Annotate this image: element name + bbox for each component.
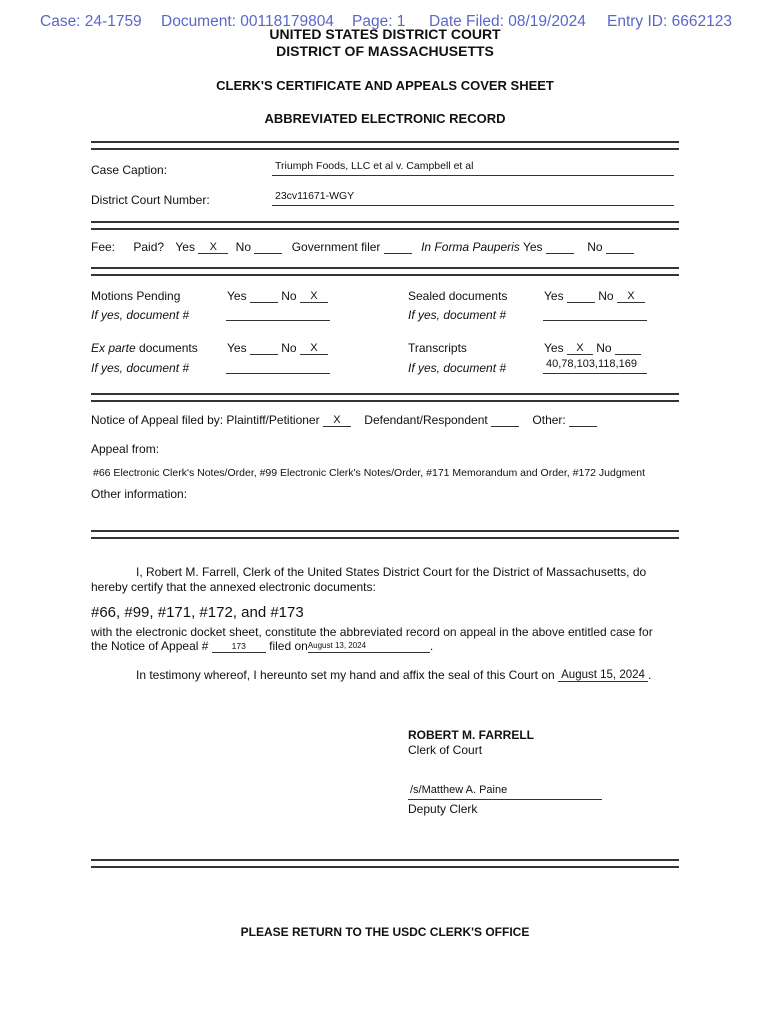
transcripts-label: Transcripts bbox=[408, 341, 467, 355]
exparte-label-rest: documents bbox=[135, 341, 198, 355]
motions-yes-no bbox=[227, 289, 328, 303]
district-number-value: 23cv11671-WGY bbox=[275, 190, 355, 202]
clerk-title: Clerk of Court bbox=[408, 743, 483, 757]
transcripts-doc-value: 40,78,103,118,169 bbox=[546, 358, 637, 370]
motions-yes-field[interactable] bbox=[250, 302, 278, 303]
stamp-entry-id: Entry ID: 6662123 bbox=[607, 13, 732, 30]
certify-para2: hereby certify that the annexed electronic documents: bbox=[91, 580, 376, 594]
sealed-yes-no bbox=[544, 289, 645, 303]
deputy-signature-line bbox=[408, 799, 602, 800]
notice-row bbox=[91, 413, 597, 427]
district-number-label: District Court Number: bbox=[91, 193, 210, 207]
deputy-title: Deputy Clerk bbox=[408, 802, 478, 816]
district-name: DISTRICT OF MASSACHUSETTS bbox=[276, 43, 494, 59]
form-subtitle: ABBREVIATED ELECTRONIC RECORD bbox=[264, 111, 506, 126]
other-information-label: Other information: bbox=[91, 487, 188, 501]
court-name: UNITED STATES DISTRICT COURT bbox=[269, 26, 501, 42]
case-caption-value: Triumph Foods, LLC et al v. Campbell et al bbox=[275, 160, 474, 172]
exparte-doc-field[interactable] bbox=[226, 373, 330, 374]
deputy-signature: /s/Matthew A. Paine bbox=[410, 784, 508, 796]
stamp-date-filed: Date Filed: 08/19/2024 bbox=[429, 13, 586, 30]
sealed-yes-field[interactable] bbox=[567, 302, 595, 303]
fee-yes-label: Yes bbox=[175, 240, 195, 254]
exparte-label-italic: Ex parte bbox=[91, 341, 136, 355]
motions-yes-label: Yes bbox=[227, 289, 247, 303]
certify-para1: I, Robert M. Farrell, Clerk of the United States District Court for the District of Massachusetts, do bbox=[136, 565, 647, 579]
motions-no-field[interactable]: X bbox=[300, 290, 328, 303]
sealed-no-field[interactable]: X bbox=[617, 290, 645, 303]
appeal-from-label: Appeal from: bbox=[91, 442, 160, 456]
fee-paid-label: Paid? bbox=[133, 240, 165, 254]
notice-number-label: the Notice of Appeal # bbox=[91, 639, 209, 653]
period: . bbox=[648, 668, 652, 682]
return-notice: PLEASE RETURN TO THE USDC CLERK'S OFFICE bbox=[240, 925, 530, 939]
testimony-text: In testimony whereof, I hereunto set my hand and affix the seal of this Court on bbox=[136, 668, 555, 682]
ifp-yes-field[interactable] bbox=[546, 253, 574, 254]
exparte-no-label: No bbox=[281, 341, 297, 355]
divider bbox=[91, 267, 679, 276]
district-number-line bbox=[272, 205, 674, 206]
clerk-name: ROBERT M. FARRELL bbox=[408, 728, 534, 742]
stamp-page: Page: 1 bbox=[352, 13, 406, 30]
transcripts-no-label: No bbox=[596, 341, 612, 355]
filed-on-label: filed on bbox=[269, 639, 308, 653]
fee-no-label: No bbox=[235, 240, 252, 254]
motions-doc-field[interactable] bbox=[226, 320, 330, 321]
certify-line2 bbox=[91, 639, 433, 653]
divider bbox=[91, 530, 679, 539]
plaintiff-field[interactable]: X bbox=[323, 414, 351, 427]
exparte-yes-field[interactable] bbox=[250, 354, 278, 355]
exparte-ifyes-label: If yes, document # bbox=[91, 361, 190, 375]
other-field[interactable] bbox=[569, 426, 597, 427]
motions-no-label: No bbox=[281, 289, 297, 303]
motions-ifyes-label: If yes, document # bbox=[91, 308, 190, 322]
ifp-no-label: No bbox=[587, 240, 603, 254]
divider bbox=[91, 221, 679, 230]
case-caption-label: Case Caption: bbox=[91, 163, 168, 177]
form-title: CLERK'S CERTIFICATE AND APPEALS COVER SHEET bbox=[216, 78, 554, 93]
transcripts-doc-field[interactable] bbox=[543, 373, 647, 374]
divider bbox=[91, 141, 679, 150]
divider bbox=[91, 393, 679, 402]
sealed-ifyes-label: If yes, document # bbox=[408, 308, 507, 322]
transcripts-no-field[interactable] bbox=[615, 354, 641, 355]
notice-label: Notice of Appeal filed by: Plaintiff/Petitioner bbox=[91, 413, 320, 427]
fee-row bbox=[91, 240, 634, 254]
transcripts-ifyes-label: If yes, document # bbox=[408, 361, 507, 375]
motions-label: Motions Pending bbox=[91, 289, 181, 303]
exparte-no-field[interactable]: X bbox=[300, 342, 328, 355]
fee-label: Fee: bbox=[91, 240, 116, 254]
exparte-label bbox=[91, 341, 198, 355]
ifp-no-field[interactable] bbox=[606, 253, 634, 254]
stamp-document: Document: 00118179804 bbox=[161, 13, 334, 30]
gov-filer-field[interactable] bbox=[384, 253, 412, 254]
defendant-field[interactable] bbox=[491, 426, 519, 427]
transcripts-yes-label: Yes bbox=[544, 341, 564, 355]
period: . bbox=[429, 639, 434, 653]
stamp-case: Case: 24-1759 bbox=[40, 13, 142, 30]
certify-line1: with the electronic docket sheet, constitute the abbreviated record on appeal in the above entitled case for bbox=[91, 625, 653, 639]
sealed-doc-field[interactable] bbox=[543, 320, 647, 321]
sealed-label: Sealed documents bbox=[408, 289, 508, 303]
sealed-no-label: No bbox=[598, 289, 614, 303]
case-caption-line bbox=[272, 175, 674, 176]
certified-docs: #66, #99, #171, #172, and #173 bbox=[91, 604, 304, 621]
fee-yes-field[interactable]: X bbox=[198, 241, 228, 254]
other-label: Other: bbox=[532, 413, 566, 427]
notice-number-field[interactable]: 173 bbox=[212, 640, 266, 653]
divider bbox=[91, 859, 679, 868]
testimony-line bbox=[136, 668, 651, 682]
appeal-from-value: #66 Electronic Clerk's Notes/Order, #99 Electronic Clerk's Notes/Order, #171 Memorandum and Order, #172 Judgment bbox=[93, 467, 646, 479]
fee-no-field[interactable] bbox=[254, 253, 282, 254]
ifp-yes-label: Yes bbox=[522, 240, 543, 254]
transcripts-yes-no bbox=[544, 341, 641, 355]
exparte-yes-label: Yes bbox=[227, 341, 247, 355]
sealed-yes-label: Yes bbox=[544, 289, 564, 303]
transcripts-yes-field[interactable]: X bbox=[567, 342, 593, 355]
gov-filer-label: Government filer bbox=[291, 240, 381, 254]
exparte-yes-no bbox=[227, 341, 328, 355]
testimony-date-field[interactable]: August 15, 2024 bbox=[558, 669, 648, 682]
ifp-label: In Forma Pauperis bbox=[421, 240, 520, 254]
filed-date-field[interactable]: August 13, 2024 bbox=[308, 640, 430, 653]
defendant-label: Defendant/Respondent bbox=[364, 413, 488, 427]
